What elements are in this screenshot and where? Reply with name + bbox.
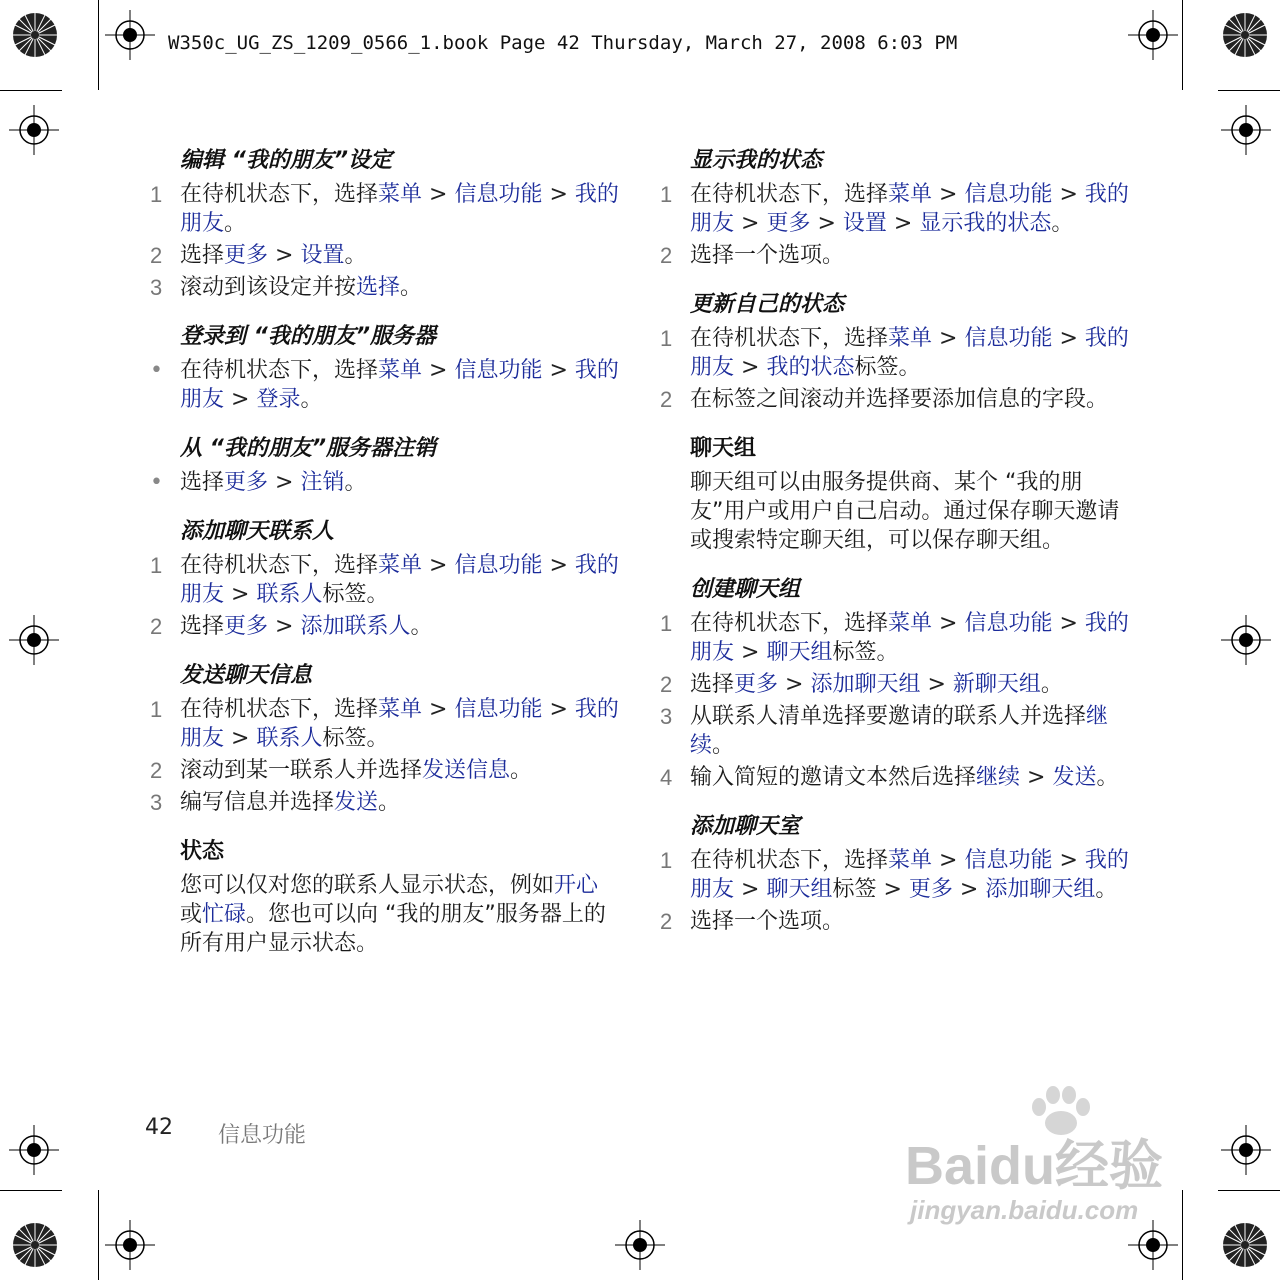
step-item	[660, 180, 1130, 238]
section	[660, 434, 1130, 555]
body-text: 在待机状态下，选择	[690, 182, 889, 207]
section	[660, 812, 1130, 936]
menu-path-link[interactable]: 信息功能	[454, 553, 543, 578]
body-text: 选择一个选项。	[690, 909, 845, 934]
menu-path-link[interactable]: 联系人	[256, 582, 323, 607]
step-text	[690, 670, 1130, 699]
step-text	[690, 763, 1130, 792]
path-separator: >	[952, 877, 986, 902]
menu-path-link[interactable]: 添加聊天组	[985, 877, 1096, 902]
path-separator: >	[1020, 765, 1053, 790]
step-number: 1	[660, 182, 673, 207]
bullet-icon: •	[150, 470, 163, 495]
step-item	[150, 788, 620, 817]
menu-path-link[interactable]: 更多	[766, 211, 811, 236]
section-heading: 发送聊天信息	[180, 663, 313, 688]
step-item	[150, 180, 620, 238]
menu-path-link[interactable]: 菜单	[378, 553, 423, 578]
step-item	[660, 609, 1130, 667]
step-item	[660, 702, 1130, 760]
step-number: 1	[660, 848, 673, 873]
path-separator: >	[932, 182, 965, 207]
baidu-watermark	[905, 1085, 1205, 1235]
body-text: 选择一个选项。	[690, 243, 845, 268]
step-item	[150, 241, 620, 270]
path-separator: >	[1052, 848, 1085, 873]
step-text	[180, 695, 620, 753]
menu-path-link[interactable]: 登录	[256, 387, 301, 412]
bullet-item	[150, 356, 620, 414]
watermark-url: jingyan.baidu.com	[910, 1195, 1139, 1225]
step-text	[690, 324, 1130, 382]
section-heading: 登录到 “我的朋友”服务器	[180, 324, 436, 349]
section-heading: 创建聊天组	[690, 577, 801, 602]
menu-path-link[interactable]: 菜单	[378, 697, 423, 722]
step-text	[180, 241, 620, 270]
body-text: 在待机状态下，选择	[180, 553, 379, 578]
body-text: 标签。	[322, 726, 389, 751]
path-separator: >	[542, 697, 575, 722]
section-heading: 添加聊天室	[690, 814, 801, 839]
section-heading: 添加聊天联系人	[180, 519, 335, 544]
menu-path-link[interactable]: 菜单	[888, 611, 933, 636]
menu-path-link[interactable]: 更多	[908, 877, 953, 902]
menu-path-link[interactable]: 菜单	[888, 182, 933, 207]
body-text: 。	[410, 614, 433, 639]
step-item	[660, 324, 1130, 382]
step-text	[690, 907, 1130, 936]
left-column	[150, 146, 620, 978]
section-heading: 聊天组	[690, 436, 757, 461]
menu-path-link[interactable]: 添加联系人	[300, 614, 411, 639]
path-separator: >	[734, 640, 767, 665]
body-text: 。	[378, 790, 401, 815]
bullet-item	[150, 468, 620, 497]
body-text: 。	[510, 758, 533, 783]
menu-path-link[interactable]: 设置	[300, 243, 345, 268]
step-item	[150, 551, 620, 609]
step-number: 3	[150, 790, 163, 815]
step-number: 1	[660, 326, 673, 351]
step-item	[660, 385, 1130, 414]
menu-path-link[interactable]: 更多	[224, 614, 269, 639]
step-item	[150, 612, 620, 641]
step-item	[150, 756, 620, 785]
path-separator: >	[778, 672, 811, 697]
section	[150, 661, 620, 817]
step-number: 1	[150, 182, 163, 207]
body-text: 在待机状态下，选择	[180, 358, 379, 383]
watermark-logo: Baidu经验	[905, 1136, 1164, 1196]
path-separator: >	[542, 553, 575, 578]
body-text: 或	[180, 902, 203, 927]
body-text: 。	[1040, 672, 1063, 697]
path-separator: >	[932, 326, 965, 351]
starburst-mark-icon	[1222, 1222, 1268, 1268]
menu-path-link[interactable]: 发送	[334, 790, 379, 815]
path-separator: >	[422, 182, 455, 207]
section-heading: 状态	[180, 839, 225, 864]
body-text: 。	[224, 211, 247, 236]
paragraph	[690, 468, 1130, 555]
body-text: 您可以仅对您的联系人显示状态，例如	[180, 873, 555, 898]
starburst-mark-icon	[1222, 12, 1268, 58]
section-heading: 更新自己的状态	[690, 292, 845, 317]
body-text: 。	[1095, 877, 1118, 902]
path-separator: >	[224, 726, 257, 751]
registration-mark-icon	[1128, 10, 1178, 60]
body-text: 。	[344, 243, 367, 268]
path-separator: >	[734, 877, 767, 902]
section	[150, 146, 620, 302]
path-separator: >	[268, 614, 301, 639]
path-separator: >	[268, 470, 301, 495]
path-separator: >	[886, 211, 920, 236]
menu-path-link[interactable]: 信息功能	[964, 182, 1053, 207]
path-separator: >	[422, 697, 455, 722]
menu-path-link[interactable]: 更多	[734, 672, 779, 697]
body-text: 编写信息并选择	[180, 790, 335, 815]
step-item	[660, 846, 1130, 904]
body-text: 。您也可以向 “我的朋友”服务器上的所有用户显示状态。	[180, 902, 606, 956]
step-number: 2	[660, 909, 673, 934]
body-text: 选择	[180, 470, 225, 495]
right-column	[660, 146, 1130, 956]
registration-mark-icon	[9, 1125, 59, 1175]
path-separator: >	[542, 182, 575, 207]
body-text: 。	[1051, 211, 1074, 236]
step-number: 2	[660, 387, 673, 412]
body-text: 标签。	[854, 355, 921, 380]
registration-mark-icon	[9, 105, 59, 155]
body-text: 在待机状态下，选择	[180, 697, 379, 722]
registration-mark-icon	[1221, 1125, 1271, 1175]
step-number: 1	[150, 697, 163, 722]
body-text: 标签	[832, 877, 877, 902]
body-text: 选择	[180, 614, 225, 639]
step-item	[150, 273, 620, 302]
menu-path-link[interactable]: 忙碌	[202, 902, 247, 927]
menu-path-link[interactable]: 添加聊天组	[810, 672, 921, 697]
menu-path-link[interactable]: 聊天组	[766, 640, 833, 665]
step-number: 4	[660, 765, 673, 790]
step-item	[660, 907, 1130, 936]
section	[150, 322, 620, 414]
body-text: 标签。	[322, 582, 389, 607]
registration-mark-icon	[105, 1220, 155, 1270]
step-item	[660, 670, 1130, 699]
path-separator: >	[876, 877, 909, 902]
step-number: 2	[660, 672, 673, 697]
step-number: 3	[150, 275, 163, 300]
path-separator: >	[920, 672, 953, 697]
step-number: 3	[660, 704, 673, 729]
section	[660, 575, 1130, 792]
step-text	[180, 756, 620, 785]
step-text	[690, 609, 1130, 667]
menu-path-link[interactable]: 开心	[554, 873, 599, 898]
step-item	[150, 695, 620, 753]
paragraph	[180, 871, 620, 958]
bullet-icon: •	[150, 358, 163, 383]
menu-path-link[interactable]: 发送	[1052, 765, 1097, 790]
step-number: 2	[150, 758, 163, 783]
step-number: 2	[150, 614, 163, 639]
step-text	[180, 612, 620, 641]
registration-mark-icon	[1221, 615, 1271, 665]
registration-mark-icon	[105, 10, 155, 60]
menu-path-link[interactable]: 我的朋友	[180, 697, 619, 751]
step-text	[180, 356, 620, 414]
step-text	[690, 241, 1130, 270]
menu-path-link[interactable]: 菜单	[378, 182, 423, 207]
body-text: 聊天组可以由服务提供商、某个 “我的朋友”用户或用户自己启动。通过保存聊天邀请或搜索特定聊天组，可以保存聊天组。	[690, 470, 1120, 553]
body-text: 滚动到某一联系人并选择	[180, 758, 423, 783]
page-number: 42	[145, 1115, 173, 1140]
menu-path-link[interactable]: 聊天组	[766, 877, 833, 902]
step-text	[180, 180, 620, 238]
body-text: 在待机状态下，选择	[180, 182, 379, 207]
path-separator: >	[734, 355, 767, 380]
path-separator: >	[810, 211, 843, 236]
section-heading: 编辑 “我的朋友”设定	[180, 148, 392, 173]
menu-path-link[interactable]: 我的朋友	[690, 611, 1129, 665]
registration-mark-icon	[1221, 105, 1271, 155]
menu-path-link[interactable]: 我的状态	[766, 355, 855, 380]
path-separator: >	[932, 848, 965, 873]
path-separator: >	[542, 358, 575, 383]
section-heading: 从 “我的朋友”服务器注销	[180, 436, 436, 461]
body-text: 从联系人清单选择要邀请的联系人并选择	[690, 704, 1087, 729]
body-text: 在待机状态下，选择	[690, 611, 889, 636]
path-separator: >	[1052, 326, 1085, 351]
menu-path-link[interactable]: 更多	[224, 243, 269, 268]
menu-path-link[interactable]: 新聊天组	[952, 672, 1041, 697]
step-text	[690, 702, 1130, 760]
menu-path-link[interactable]: 信息功能	[454, 182, 543, 207]
path-separator: >	[932, 611, 965, 636]
menu-path-link[interactable]: 信息功能	[964, 848, 1053, 873]
path-separator: >	[1052, 611, 1085, 636]
menu-path-link[interactable]: 更多	[224, 470, 269, 495]
path-separator: >	[224, 387, 257, 412]
body-text: 。	[344, 470, 367, 495]
registration-mark-icon	[9, 615, 59, 665]
menu-path-link[interactable]: 信息功能	[964, 611, 1053, 636]
menu-path-link[interactable]: 注销	[300, 470, 345, 495]
step-text	[180, 468, 620, 497]
body-text: 。	[400, 275, 423, 300]
step-text	[690, 846, 1130, 904]
menu-path-link[interactable]: 我的朋友	[180, 553, 619, 607]
menu-path-link[interactable]: 菜单	[888, 326, 933, 351]
path-separator: >	[422, 358, 455, 383]
body-text: 。	[712, 733, 735, 758]
menu-path-link[interactable]: 信息功能	[454, 358, 543, 383]
book-header: W350c_UG_ZS_1209_0566_1.book Page 42 Thursday, March 27, 2008 6:03 PM	[168, 32, 958, 54]
menu-path-link[interactable]: 发送信息	[422, 758, 511, 783]
menu-path-link[interactable]: 信息功能	[964, 326, 1053, 351]
section	[660, 146, 1130, 270]
registration-mark-icon	[615, 1220, 665, 1270]
step-number: 1	[150, 553, 163, 578]
menu-path-link[interactable]: 我的朋友	[180, 182, 619, 236]
menu-path-link[interactable]: 我的朋友	[180, 358, 619, 412]
body-text: 在待机状态下，选择	[690, 848, 889, 873]
path-separator: >	[1052, 182, 1085, 207]
body-text: 输入简短的邀请文本然后选择	[690, 765, 977, 790]
menu-path-link[interactable]: 继续	[690, 704, 1109, 758]
step-number: 2	[660, 243, 673, 268]
menu-path-link[interactable]: 设置	[842, 211, 887, 236]
section-heading: 显示我的状态	[690, 148, 823, 173]
starburst-mark-icon	[12, 1222, 58, 1268]
step-number: 2	[150, 243, 163, 268]
body-text: 滚动到该设定并按	[180, 275, 357, 300]
menu-path-link[interactable]: 信息功能	[454, 697, 543, 722]
body-text: 在待机状态下，选择	[690, 326, 889, 351]
path-separator: >	[734, 211, 767, 236]
body-text: 选择	[690, 672, 735, 697]
step-number: 1	[660, 611, 673, 636]
step-text	[690, 180, 1130, 238]
menu-path-link[interactable]: 我的朋友	[690, 182, 1129, 236]
menu-path-link[interactable]: 联系人	[256, 726, 323, 751]
body-text: 选择	[180, 243, 225, 268]
section	[660, 290, 1130, 414]
step-item	[660, 241, 1130, 270]
menu-path-link[interactable]: 显示我的状态	[919, 211, 1052, 236]
menu-path-link[interactable]: 选择	[356, 275, 401, 300]
path-separator: >	[422, 553, 455, 578]
menu-path-link[interactable]: 菜单	[888, 848, 933, 873]
body-text: 。	[300, 387, 323, 412]
path-separator: >	[268, 243, 301, 268]
section-title: 信息功能	[218, 1123, 307, 1148]
step-text	[180, 551, 620, 609]
section	[150, 517, 620, 641]
starburst-mark-icon	[12, 12, 58, 58]
menu-path-link[interactable]: 继续	[976, 765, 1021, 790]
step-item	[660, 763, 1130, 792]
step-text	[690, 385, 1130, 414]
menu-path-link[interactable]: 我的朋友	[690, 848, 1129, 902]
section	[150, 837, 620, 958]
step-text	[180, 273, 620, 302]
body-text: 标签。	[832, 640, 899, 665]
step-text	[180, 788, 620, 817]
body-text: 在标签之间滚动并选择要添加信息的字段。	[690, 387, 1109, 412]
menu-path-link[interactable]: 菜单	[378, 358, 423, 383]
menu-path-link[interactable]: 我的朋友	[690, 326, 1129, 380]
path-separator: >	[224, 582, 257, 607]
body-text: 。	[1096, 765, 1119, 790]
section	[150, 434, 620, 497]
